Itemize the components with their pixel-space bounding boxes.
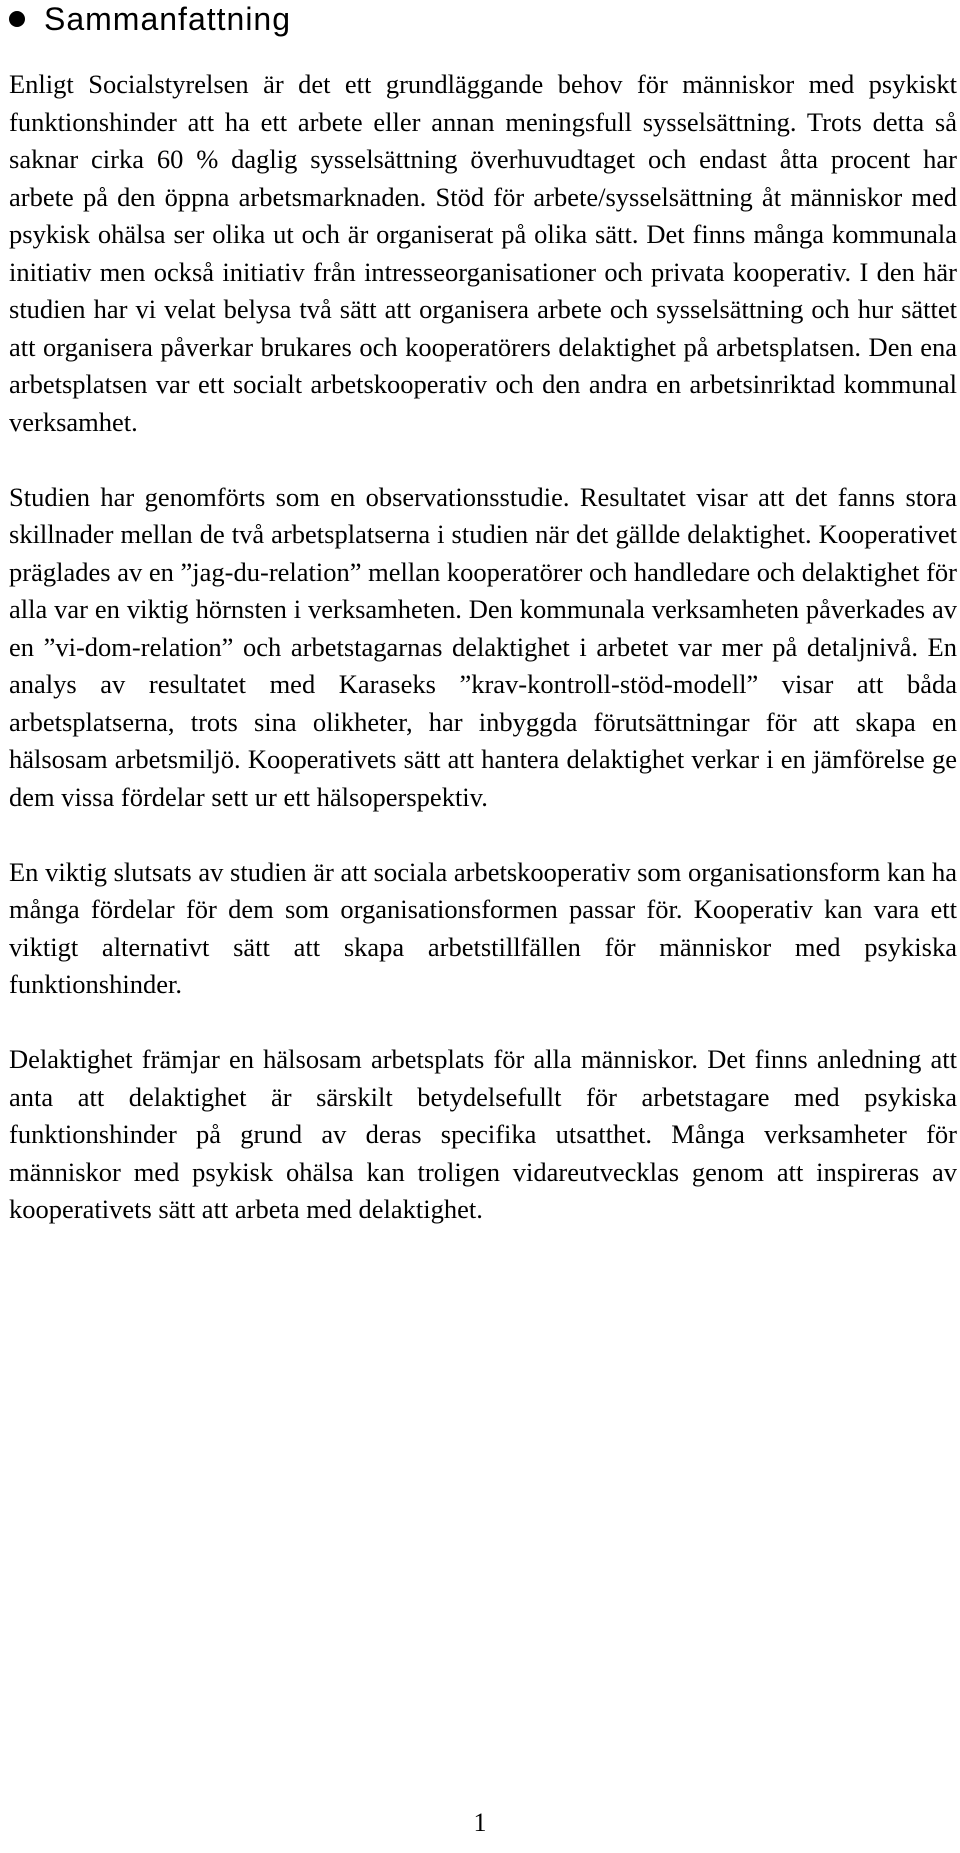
section-heading [0, 0, 960, 40]
paragraph-participation: Delaktighet främjar en hälsosam arbetsplats för alla människor. Det finns anledning att anta att delaktighet är särskilt betydelsefullt för arbetstagare med psykiska funktionshinder på grund av deras specifika utsatthet. Många verksamheter för människor med psykisk ohälsa kan troligen vidareutvecklas genom att inspireras av kooperativets sätt att arbeta med delaktighet. [9, 1044, 957, 1224]
page-number: 1 [473, 1808, 487, 1837]
paragraph-results: Studien har genomförts som en observationsstudie. Resultatet visar att det fanns stora skillnader mellan de två arbetsplatserna i studien när det gällde delaktighet. Kooperativet präglades av en ”jag-du-relation” mellan kooperatörer och handledare och delaktighet för alla var en viktig hörnsten i verksamheten. Den kommunala verksamheten påverkades av en ”vi-dom-relation” och arbetstagarnas delaktighet i arbetet var mer på detaljnivå. En analys av resultatet med Karaseks ”krav-kontroll-stöd-modell” visar att båda arbetsplatserna, trots sina olikheter, har inbyggda förutsättningar för att skapa en hälsosam arbetsmiljö. Kooperativets sätt att hantera delaktighet verkar i en jämförelse ge dem vissa fördelar sett ur ett hälsoperspektiv. [9, 481, 957, 812]
document-body [9, 66, 957, 1266]
paragraph-intro: Enligt Socialstyrelsen är det ett grundläggande behov för människor med psykiskt funktionshinder att ha ett arbete eller annan meningsfull sysselsättning. Trots detta så saknar cirka 60 % daglig sysselsättning överhuvudtaget och endast åtta procent har arbete på den öppna arbetsmarknaden. Stöd för arbete/sysselsättning åt människor med psykisk ohälsa ser olika ut och är organiserat på olika sätt. Det finns många kommunala initiativ men också initiativ från intresseorganisationer och privata kooperativ. I den här studien har vi velat belysa två sätt att organisera arbete och sysselsättning och hur sättet att organisera påverkar brukares och kooperatörers delaktighet på arbetsplatsen. Den ena arbetsplatsen var ett socialt arbetskooperativ och den andra en arbetsinriktad kommunal verksamhet. [9, 69, 957, 437]
paragraph-conclusion: En viktig slutsats av studien är att sociala arbetskooperativ som organisationsform kan ha många fördelar för dem som organisationsformen passar för. Kooperativ kan vara ett viktigt alternativt sätt att skapa arbetstillfällen för människor med psykiska funktionshinder. [9, 856, 957, 999]
section-title: Sammanfattning [44, 1, 292, 37]
bullet-icon [9, 11, 25, 27]
